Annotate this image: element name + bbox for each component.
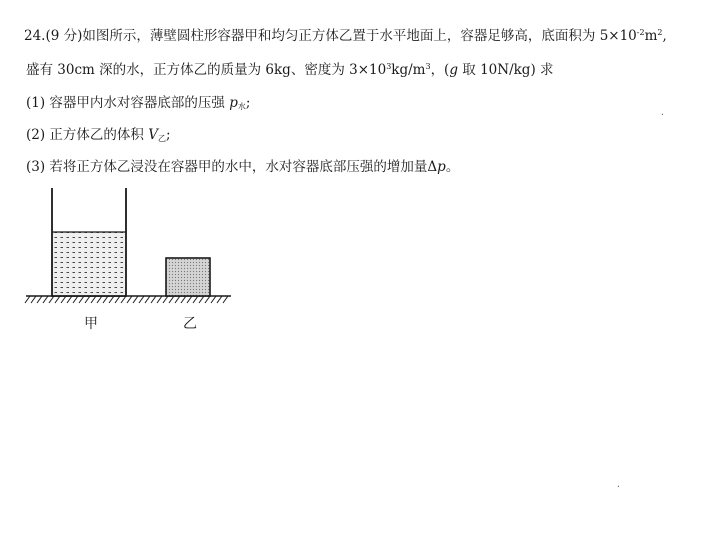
q3-prefix: (3) 若将正方体乙浸没在容器甲的水中，水对容器底部压强的增加量Δ	[26, 159, 438, 175]
line2-exponent: 3	[386, 62, 392, 71]
label-container-jia: 甲	[84, 316, 98, 332]
line2-part-c: ，(	[430, 62, 450, 78]
ground-hatch-mark	[61, 296, 66, 303]
ground-hatch-mark	[91, 296, 96, 303]
line2-part-a: 盛有 30cm 深的水，正方体乙的质量为 6kg、密度为 3×10	[26, 62, 387, 78]
cube-yi	[166, 258, 210, 296]
ground-hatch-mark	[79, 296, 84, 303]
problem-score: (9 分)	[45, 28, 83, 44]
q2-end: ;	[165, 127, 171, 143]
ground-hatch-mark	[85, 296, 90, 303]
line2-part-d: 取 10N/kg) 求	[458, 62, 554, 78]
ground-hatch-mark	[205, 296, 210, 303]
ground-hatch-mark	[175, 296, 180, 303]
ground-hatch-mark	[31, 296, 36, 303]
ground-hatch-mark	[103, 296, 108, 303]
ground-hatch-mark	[169, 296, 174, 303]
container-jia	[52, 188, 126, 296]
ground-hatch-mark	[109, 296, 114, 303]
ground-hatch-mark	[157, 296, 162, 303]
ground-hatch-mark	[187, 296, 192, 303]
ground-hatch-mark	[151, 296, 156, 303]
ground-hatch-mark	[139, 296, 144, 303]
q3-end: 。	[445, 159, 460, 175]
ground-hatch-mark	[163, 296, 168, 303]
scan-speck: ·	[660, 110, 664, 121]
line1-unit-exponent: 2	[657, 28, 663, 37]
ground-hatch-mark	[121, 296, 126, 303]
line1-text: 如图所示，薄壁圆柱形容器甲和均匀正方体乙置于水平地面上，容器足够高，底面积为 5×10	[82, 28, 637, 44]
ground-hatch-mark	[211, 296, 216, 303]
ground-hatch-mark	[199, 296, 204, 303]
line1-unit: m	[644, 28, 658, 44]
ground-hatch-mark	[127, 296, 132, 303]
ground-hatch-mark	[133, 296, 138, 303]
ground-hatch-mark	[145, 296, 150, 303]
q1-subscript: 水	[237, 102, 246, 111]
ground-hatch-mark	[115, 296, 120, 303]
q1-end: ;	[245, 95, 251, 111]
ground	[25, 296, 231, 303]
ground-hatch-mark	[193, 296, 198, 303]
line2-part-b: kg/m	[391, 62, 426, 78]
ground-hatch-mark	[181, 296, 186, 303]
line1-end: ,	[662, 28, 667, 44]
scan-speck: ·	[616, 482, 620, 493]
ground-hatch-mark	[37, 296, 42, 303]
q3-variable: p	[437, 159, 446, 175]
ground-hatch-mark	[55, 296, 60, 303]
line2-g-symbol: g	[449, 62, 458, 78]
line1-exponent: -2	[636, 28, 645, 37]
ground-hatch-mark	[97, 296, 102, 303]
ground-hatch-mark	[217, 296, 222, 303]
q2-prefix: (2) 正方体乙的体积	[26, 127, 149, 143]
ground-hatch-mark	[25, 296, 30, 303]
ground-hatch-mark	[223, 296, 228, 303]
q2-subscript: 乙	[157, 134, 166, 143]
q2-variable: V	[148, 127, 158, 143]
problem-number: 24.	[24, 28, 46, 44]
ground-hatch-mark	[73, 296, 78, 303]
q1-prefix: (1) 容器甲内水对容器底部的压强	[26, 95, 230, 111]
ground-hatch-mark	[43, 296, 48, 303]
line2-unit-exponent: 3	[425, 62, 431, 71]
ground-hatch-mark	[67, 296, 72, 303]
label-cube-yi: 乙	[183, 316, 197, 332]
water-body	[52, 232, 126, 296]
q1-variable: p	[229, 95, 238, 111]
ground-hatch-mark	[49, 296, 54, 303]
